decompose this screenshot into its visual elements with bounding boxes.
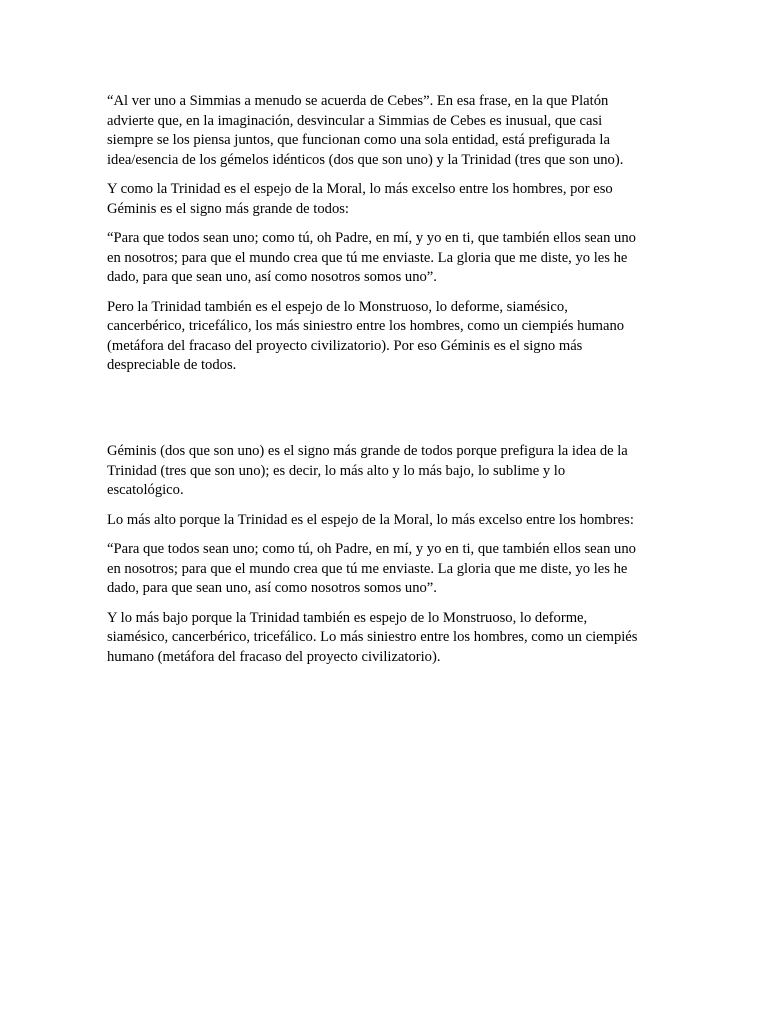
paragraph: Y como la Trinidad es el espejo de la Moral, lo más excelso entre los hombres, por eso Géminis es el signo más grande de todos:: [107, 181, 613, 217]
paragraph: Y lo más bajo porque la Trinidad también es espejo de lo Monstruoso, lo deforme, siamésico, cancerbérico, tricefálico. Lo más siniestro entre los hombres, como un ciempiés humano (metáfora del fracaso del proyecto civilizatorio).: [107, 609, 638, 665]
text-section-1: [107, 92, 663, 386]
paragraph: Pero la Trinidad también es el espejo de lo Monstruoso, lo deforme, siamésico, cancerbérico, tricefálico, los más siniestro entre los hombres, como un ciempiés humano (metáfora del fracaso del proyecto civilizatorio). Por eso Géminis es el signo más despreciable de todos.: [107, 298, 625, 373]
paragraph: Lo más alto porque la Trinidad es el espejo de la Moral, lo más excelso entre los hombres:: [107, 511, 634, 528]
text-section-2: [107, 442, 663, 677]
paragraph: Géminis (dos que son uno) es el signo más grande de todos porque prefigura la idea de la Trinidad (tres que son uno); es decir, lo más alto y lo más bajo, lo sublime y lo escatológico.: [107, 443, 628, 498]
paragraph: “Para que todos sean uno; como tú, oh Padre, en mí, y yo en ti, que también ellos sean uno en nosotros; para que el mundo crea que tú me enviaste. La gloria que me diste, yo les he dado, para que sean uno, así como nosotros somos uno”.: [107, 541, 636, 596]
paragraph: “Para que todos sean uno; como tú, oh Padre, en mí, y yo en ti, que también ellos sean uno en nosotros; para que el mundo crea que tú me enviaste. La gloria que me diste, yo les he dado, para que sean uno, así como nosotros somos uno”.: [107, 230, 636, 285]
paragraph: “Al ver uno a Simmias a menudo se acuerda de Cebes”. En esa frase, en la que Platón advierte que, en la imaginación, desvincular a Simmias de Cebes es inusual, que casi siempre se los piensa juntos, que funcionan como una sola entidad, está prefigurada la idea/esencia de los gémelos idénticos (dos que son uno) y la Trinidad (tres que son uno).: [107, 93, 624, 168]
